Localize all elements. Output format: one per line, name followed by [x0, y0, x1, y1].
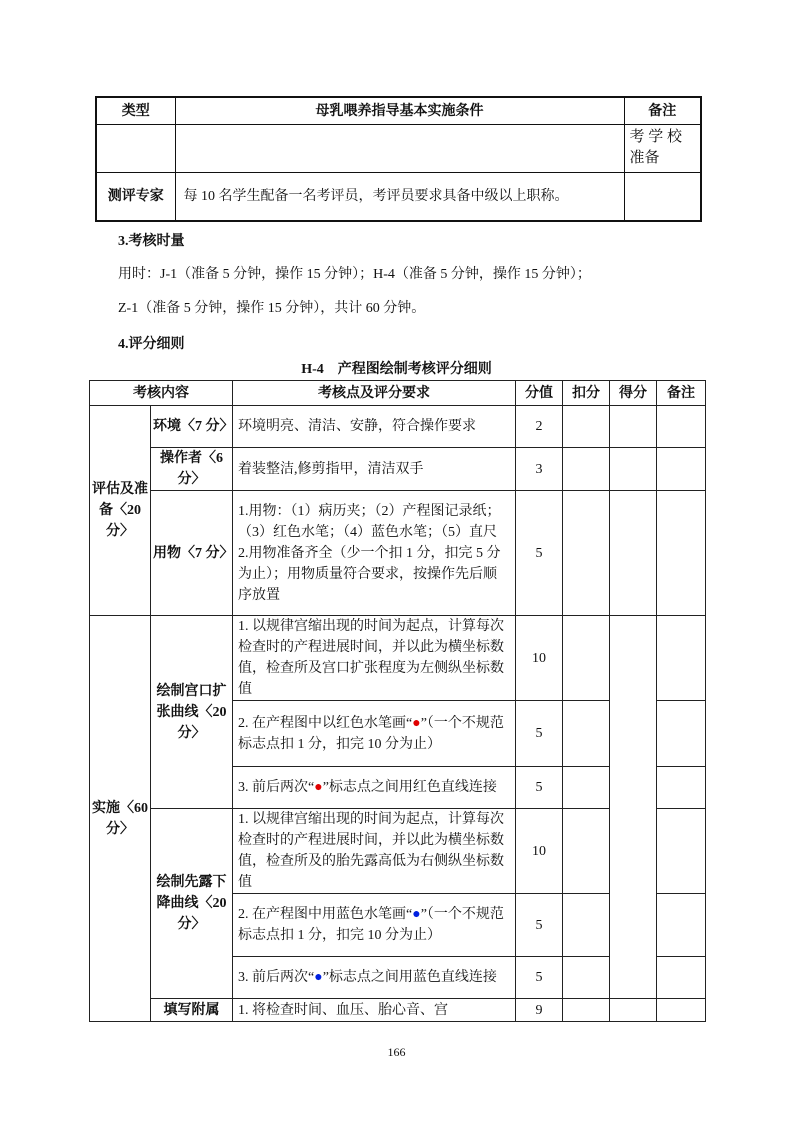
deduction-cell[interactable]: [563, 406, 610, 448]
header-obtained: 得分: [610, 381, 657, 406]
note-cell[interactable]: [657, 616, 706, 701]
note-cell[interactable]: [657, 448, 706, 491]
blue-dot-icon: ●: [412, 907, 421, 922]
req-text: 3. 前后两次“: [238, 780, 315, 795]
score-table: [89, 380, 706, 1022]
page-number: 166: [387, 1045, 406, 1059]
group-label: 评估及准备〈20 分〉: [90, 406, 151, 616]
section-4-heading: 4.评分细则: [118, 337, 185, 352]
score-value: 9: [516, 999, 563, 1022]
score-value: 5: [516, 767, 563, 809]
requirement: [233, 894, 516, 957]
requirement: 环境明亮、清洁、安静，符合操作要求: [233, 406, 516, 448]
deduction-cell[interactable]: [563, 957, 610, 999]
deduction-cell[interactable]: [563, 616, 610, 701]
note-cell[interactable]: [657, 894, 706, 957]
header-score: 分值: [516, 381, 563, 406]
red-dot-icon: ●: [314, 780, 323, 795]
header-requirements: 考核点及评分要求: [233, 381, 516, 406]
deduction-cell[interactable]: [563, 491, 610, 616]
score-value: 10: [516, 616, 563, 701]
header-conditions: 母乳喂养指导基本实施条件: [175, 97, 624, 125]
score-value: 5: [516, 491, 563, 616]
conditions-table: [95, 96, 702, 222]
obtained-cell[interactable]: [610, 491, 657, 616]
item-label: 绘制宫口扩张曲线〈20 分〉: [151, 616, 233, 809]
item-label: 环境〈7 分〉: [151, 406, 233, 448]
red-dot-icon: ●: [412, 715, 421, 731]
cell-type: [96, 125, 175, 173]
deduction-cell[interactable]: [563, 701, 610, 767]
score-value: 2: [516, 406, 563, 448]
deduction-cell[interactable]: [563, 999, 610, 1022]
deduction-cell[interactable]: [563, 448, 610, 491]
item-label: 操作者〈6 分〉: [151, 448, 233, 491]
obtained-cell[interactable]: [610, 406, 657, 448]
requirement: [233, 767, 516, 809]
requirement: [233, 957, 516, 999]
note-cell[interactable]: [657, 701, 706, 767]
req-text: ”标志点之间用红色直线连接: [322, 780, 497, 795]
note-cell[interactable]: [657, 809, 706, 894]
item-label: 用物〈7 分〉: [151, 491, 233, 616]
requirement: [233, 701, 516, 767]
item-label: 绘制先露下降曲线〈20 分〉: [151, 809, 233, 999]
req-text: 2. 在产程图中用蓝色水笔画“: [238, 907, 413, 922]
score-value: 3: [516, 448, 563, 491]
requirement: 1. 以规律宫缩出现的时间为起点，计算每次检查时的产程进展时间，并以此为横坐标数值，检查所及的胎先露高低为右侧纵坐标数值: [233, 809, 516, 894]
blue-dot-icon: ●: [314, 970, 323, 985]
header-note: 备注: [624, 97, 701, 125]
requirement: 1. 以规律宫缩出现的时间为起点，计算每次检查时的产程进展时间，并以此为横坐标数值，检查所及宫口扩张程度为左侧纵坐标数值: [233, 616, 516, 701]
cell-type: 测评专家: [96, 173, 175, 221]
group-label: 实施〈60 分〉: [90, 616, 151, 1022]
obtained-cell[interactable]: [610, 999, 657, 1022]
note-cell[interactable]: [657, 406, 706, 448]
cell-content: 每 10 名学生配备一名考评员，考评员要求具备中级以上职称。: [175, 173, 624, 221]
req-text: ”（一个不规范标志点扣 1 分，扣完 10 分为止）: [238, 715, 504, 752]
req-text: ”（一个不规范标志点扣 1 分，扣完 10 分为止）: [238, 907, 504, 943]
score-value: 10: [516, 809, 563, 894]
requirement: 着装整洁,修剪指甲，清洁双手: [233, 448, 516, 491]
section-3-heading: 3.考核时量: [118, 234, 185, 249]
req-text: ”标志点之间用蓝色直线连接: [322, 970, 497, 985]
requirement: 1. 将检查时间、血压、胎心音、宫: [233, 999, 516, 1022]
req-text: 2. 在产程图中以红色水笔画“: [238, 715, 413, 731]
note-cell[interactable]: [657, 999, 706, 1022]
header-deduction: 扣分: [563, 381, 610, 406]
req-text: 3. 前后两次“: [238, 970, 315, 985]
time-line-2: Z-1（准备 5 分钟，操作 15 分钟），共计 60 分钟。: [118, 301, 426, 316]
note-cell[interactable]: [657, 957, 706, 999]
score-value: 5: [516, 957, 563, 999]
obtained-cell[interactable]: [610, 616, 657, 999]
header-content: 考核内容: [90, 381, 233, 406]
score-table-title: H-4 产程图绘制考核评分细则: [301, 362, 492, 377]
note-cell[interactable]: [657, 767, 706, 809]
score-value: 5: [516, 701, 563, 767]
header-note: 备注: [657, 381, 706, 406]
header-type: 类型: [96, 97, 175, 125]
cell-note: [624, 173, 701, 221]
requirement: 1.用物：（1）病历夹；（2）产程图记录纸；（3）红色水笔；（4）蓝色水笔；（5）直尺 2.用物准备齐全（少一个扣 1 分，扣完 5 分为止）；用物质量符合要求，按操作先后顺序放置: [233, 491, 516, 616]
item-label: 填写附属: [151, 999, 233, 1022]
deduction-cell[interactable]: [563, 809, 610, 894]
cell-content: [175, 125, 624, 173]
time-line-1: 用时：J-1（准备 5 分钟，操作 15 分钟）；H-4（准备 5 分钟，操作 15 分钟）；: [118, 267, 591, 282]
note-cell[interactable]: [657, 491, 706, 616]
cell-note: 考 学 校 准备: [624, 125, 701, 173]
obtained-cell[interactable]: [610, 448, 657, 491]
deduction-cell[interactable]: [563, 767, 610, 809]
score-value: 5: [516, 894, 563, 957]
deduction-cell[interactable]: [563, 894, 610, 957]
